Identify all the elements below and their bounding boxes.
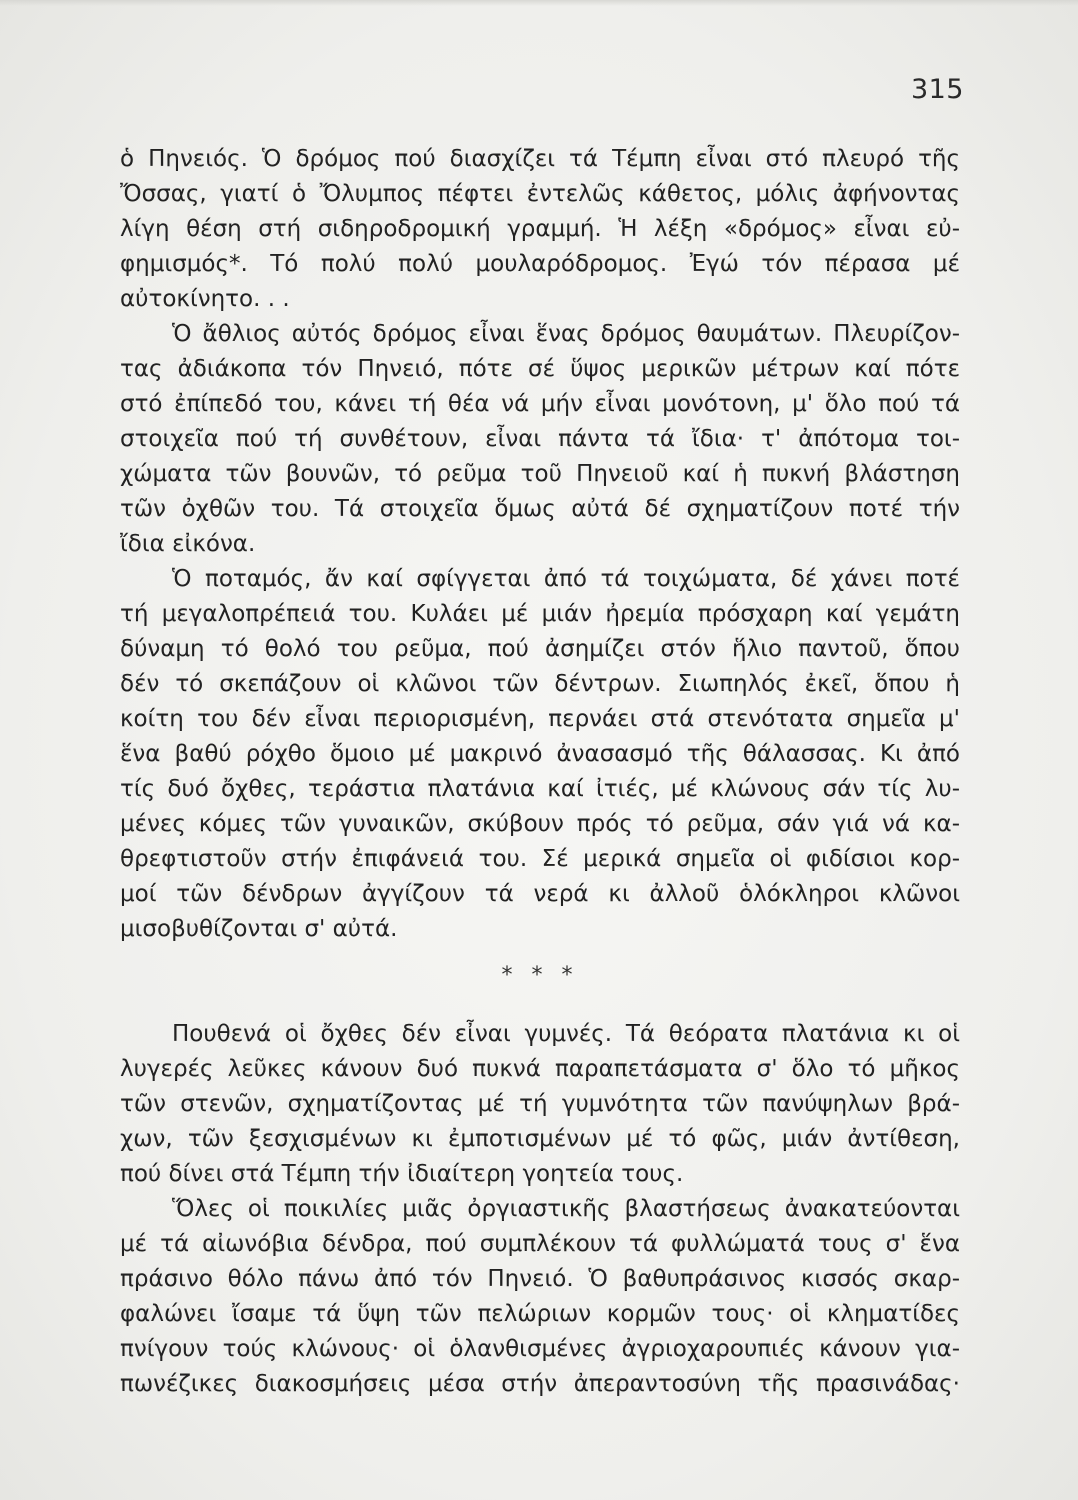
text-line: πωνέζικες διακοσμήσεις μέσα στήν ἀπεραντοσύνη τῆς πρασινάδας· xyxy=(120,1371,960,1397)
text-line: τή μεγαλοπρέπειά του. Κυλάει μέ μιάν ἠρεμία πρόσχαρη καί γεμάτη xyxy=(120,601,960,627)
section-separator: * * * xyxy=(501,963,579,988)
text-line: ἴδια εἰκόνα. xyxy=(120,531,256,557)
text-line: μένες κόμες τῶν γυναικῶν, σκύβουν πρός τό ρεῦμα, σάν γιά νά κα- xyxy=(120,811,960,837)
text-line: μισοβυθίζονται σ' αὐτά. xyxy=(120,916,398,942)
text-line: χώματα τῶν βουνῶν, τό ρεῦμα τοῦ Πηνειοῦ καί ἡ πυκνή βλάστηση xyxy=(120,461,960,487)
text-line: στοιχεῖα πού τή συνθέτουν, εἶναι πάντα τά ἴδια· τ' ἀπότομα τοι- xyxy=(120,426,960,452)
text-line: πνίγουν τούς κλώνους· οἱ ὁλανθισμένες ἀγριοχαρουπιές κάνουν για- xyxy=(120,1336,960,1362)
text-line: τας ἀδιάκοπα τόν Πηνειό, πότε σέ ὕψος μερικῶν μέτρων καί πότε xyxy=(120,356,960,382)
text-line: πού δίνει στά Τέμπη τήν ἰδιαίτερη γοητεία τους. xyxy=(120,1161,684,1187)
text-line: τίς δυό ὄχθες, τεράστια πλατάνια καί ἰτιές, μέ κλώνους σάν τίς λυ- xyxy=(120,776,960,802)
text-line: δύναμη τό θολό του ρεῦμα, πού ἀσημίζει στόν ἥλιο παντοῦ, ὅπου xyxy=(120,636,960,662)
text-line: Πουθενά οἱ ὄχθες δέν εἶναι γυμνές. Τά θεόρατα πλατάνια κι οἱ xyxy=(172,1021,960,1047)
text-line: μοί τῶν δένδρων ἀγγίζουν τά νερά κι ἀλλοῦ ὁλόκληροι κλῶνοι xyxy=(120,881,960,907)
text-line: λίγη θέση στή σιδηροδρομική γραμμή. Ἡ λέξη «δρόμος» εἶναι εὐ- xyxy=(120,216,960,242)
text-line: δέν τό σκεπάζουν οἱ κλῶνοι τῶν δέντρων. Σιωπηλός ἐκεῖ, ὅπου ἡ xyxy=(120,671,960,697)
text-line: φαλώνει ἴσαμε τά ὕψη τῶν πελώριων κορμῶν τους· οἱ κληματίδες xyxy=(120,1301,960,1327)
page-number: 315 xyxy=(910,74,964,105)
text-line: πράσινο θόλο πάνω ἀπό τόν Πηνειό. Ὁ βαθυπράσινος κισσός σκαρ- xyxy=(120,1266,960,1292)
text-line: Ὄσσας, γιατί ὁ Ὄλυμπος πέφτει ἐντελῶς κάθετος, μόλις ἀφήνοντας xyxy=(120,181,960,207)
text-line: φημισμός*. Τό πολύ πολύ μουλαρόδρομος. Ἐγώ τόν πέρασα μέ xyxy=(120,251,960,277)
text-line: ὁ Πηνειός. Ὁ δρόμος πού διασχίζει τά Τέμπη εἶναι στό πλευρό τῆς xyxy=(120,146,960,172)
text-line: Ὁ ποταμός, ἄν καί σφίγγεται ἀπό τά τοιχώματα, δέ χάνει ποτέ xyxy=(172,566,960,592)
text-line: μέ τά αἰωνόβια δένδρα, πού συμπλέκουν τά φυλλώματά τους σ' ἕνα xyxy=(120,1231,960,1257)
text-line: Ὁ ἄθλιος αὐτός δρόμος εἶναι ἕνας δρόμος θαυμάτων. Πλευρίζον- xyxy=(172,321,960,347)
text-line: τῶν ὀχθῶν του. Τά στοιχεῖα ὅμως αὐτά δέ σχηματίζουν ποτέ τήν xyxy=(120,496,960,522)
text-line: στό ἐπίπεδό του, κάνει τή θέα νά μήν εἶναι μονότονη, μ' ὅλο πού τά xyxy=(120,391,960,417)
page-edge-shadow xyxy=(0,0,1078,6)
text-line: Ὅλες οἱ ποικιλίες μιᾶς ὀργιαστικῆς βλαστήσεως ἀνακατεύονται xyxy=(172,1196,960,1222)
text-line: αὐτοκίνητο. . . xyxy=(120,286,290,312)
text-line: χων, τῶν ξεσχισμένων κι ἐμποτισμένων μέ τό φῶς, μιάν ἀντίθεση, xyxy=(120,1126,960,1152)
text-line: θρεφτιστοῦν στήν ἐπιφάνειά του. Σέ μερικά σημεῖα οἱ φιδίσιοι κορ- xyxy=(120,846,960,872)
text-line: κοίτη του δέν εἶναι περιορισμένη, περνάει στά στενότατα σημεῖα μ' xyxy=(120,706,960,732)
text-line: τῶν στενῶν, σχηματίζοντας μέ τή γυμνότητα τῶν πανύψηλων βρά- xyxy=(120,1091,960,1117)
text-line: λυγερές λεῦκες κάνουν δυό πυκνά παραπετάσματα σ' ὅλο τό μῆκος xyxy=(120,1056,960,1082)
text-line: ἕνα βαθύ ρόχθο ὅμοιο μέ μακρινό ἀνασασμό τῆς θάλασσας. Κι ἀπό xyxy=(120,741,960,767)
